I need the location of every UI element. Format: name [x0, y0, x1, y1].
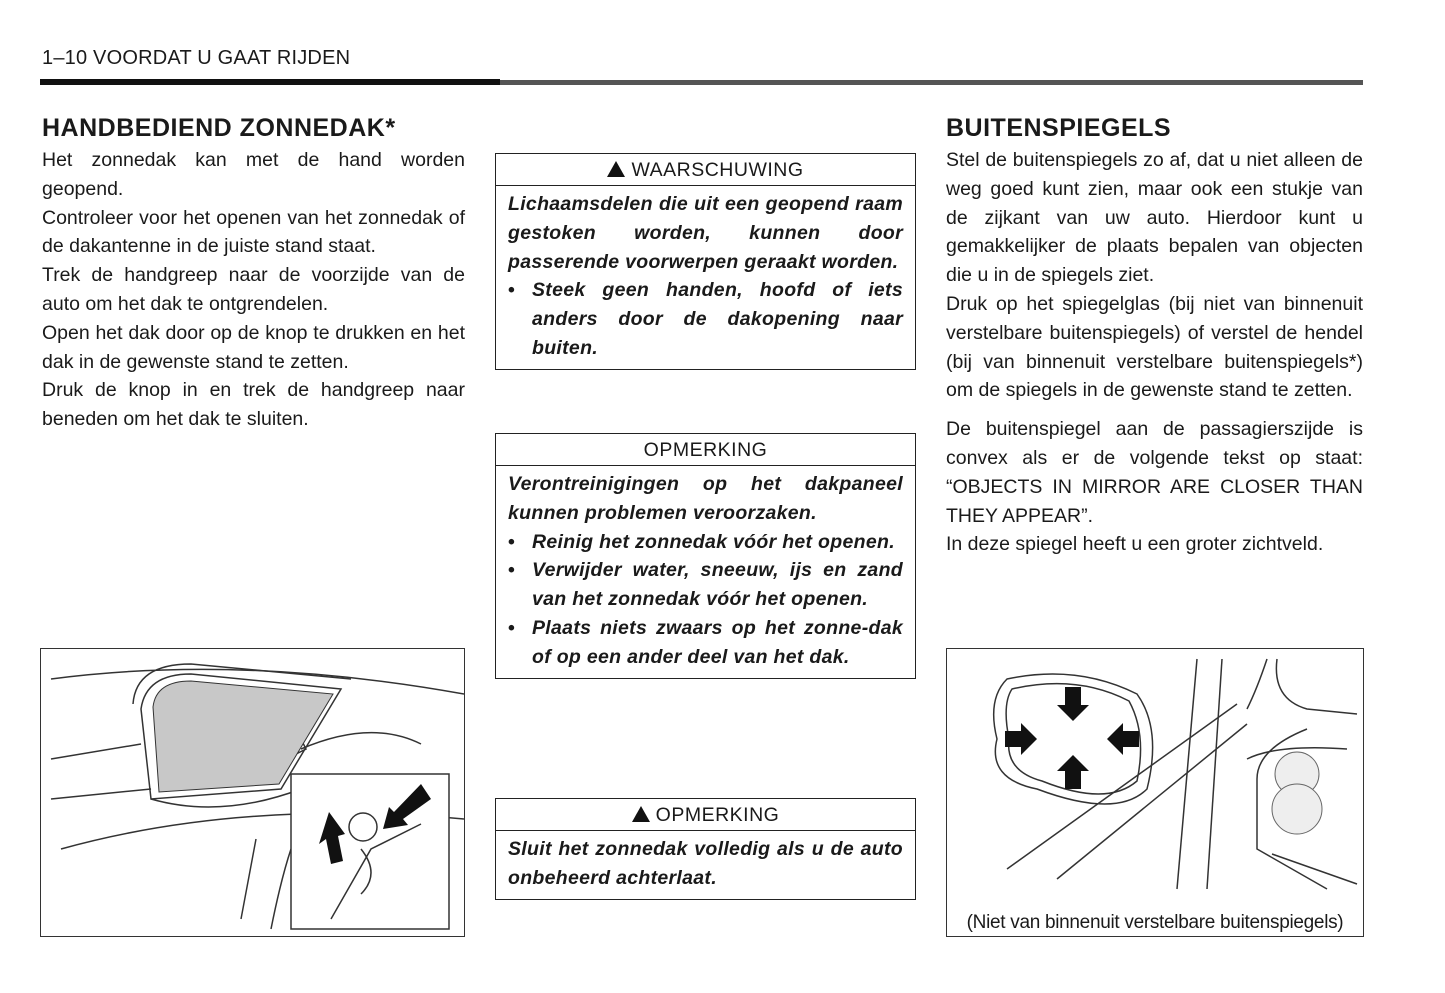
warning-text: Lichaamsdelen die uit een geopend raam gestoken worden, kunnen door passerende voorwerpen geraakt worden.: [508, 193, 903, 273]
sunroof-heading: HANDBEDIEND ZONNEDAK*: [42, 114, 396, 142]
sunroof-drawing: [41, 649, 464, 936]
warning-title: WAARSCHUWING: [631, 159, 804, 181]
warning-header: [496, 154, 915, 186]
sunroof-illustration: [40, 648, 465, 937]
figure-caption: (Niet van binnenuit verstelbare buitenspiegels): [966, 912, 1344, 933]
header-rule-accent: [40, 79, 500, 85]
warning-box: [495, 153, 916, 370]
page-header: 1–10 VOORDAT U GAAT RIJDEN: [42, 47, 351, 69]
mirrors-heading: BUITENSPIEGELS: [946, 114, 1172, 142]
paragraph: Trek de handgreep naar de voorzijde van de auto om het dak te ontgrendelen.: [42, 264, 465, 315]
paragraph: Het zonnedak kan met de hand worden geopend.: [42, 149, 465, 200]
note-text: Sluit het zonnedak volledig als u de auto onbeheerd achterlaat.: [508, 838, 903, 889]
mirror-illustration: [946, 648, 1364, 937]
note-bullet: • Plaats niets zwaars op het zonne-dak of op een ander deel van het dak.: [508, 614, 903, 672]
paragraph: Stel de buitenspiegels zo af, dat u niet alleen de weg goed kunt zien, maar ook een stukje van de zijkant van uw auto. Hierdoor kunt u gemakkelijker de plaats bepalen van objecten die u in de spiegels ziet.: [946, 149, 1363, 287]
paragraph: Open het dak door op de knop te drukken en het dak in de gewenste stand te zetten.: [42, 321, 465, 373]
paragraph: Druk op het spiegelglas (bij niet van binnenuit verstelbare buitenspiegels) of verstel de hendel (bij van binnenuit verstelbare buitenspiegels*) om de spiegels in de gewenste stand te zetten.: [946, 292, 1363, 402]
warning-triangle-icon: [632, 806, 650, 822]
note-box-2: [495, 798, 916, 900]
warning-triangle-icon: [607, 161, 625, 177]
warning-bullet: • Steek geen handen, hoofd of iets anders door de dakopening naar buiten.: [508, 276, 903, 362]
note-header: OPMERKING: [496, 434, 915, 466]
mirror-drawing: [947, 649, 1363, 899]
mirrors-text: [946, 146, 1363, 559]
paragraph: In deze spiegel heeft u een groter zichtveld.: [946, 533, 1324, 556]
note-header: [496, 799, 915, 831]
note-title: OPMERKING: [655, 804, 780, 826]
note-box: [495, 433, 916, 679]
sunroof-text: [42, 146, 465, 434]
paragraph: De buitenspiegel aan de passagierszijde is convex als er de volgende tekst op staat: “OBJECTS IN MIRROR ARE CLOSER THAN THEY APPEAR”.: [946, 418, 1363, 527]
paragraph: Druk de knop in en trek de handgreep naar beneden om het dak te sluiten.: [42, 379, 465, 431]
note-bullet: • Verwijder water, sneeuw, ijs en zand van het zonnedak vóór het openen.: [508, 556, 903, 614]
paragraph: Controleer voor het openen van het zonnedak of de dakantenne in de juiste stand staat.: [42, 206, 465, 258]
note-text: Verontreinigingen op het dakpaneel kunnen problemen veroorzaken.: [508, 473, 903, 524]
note-bullet: • Reinig het zonnedak vóór het openen.: [508, 528, 903, 557]
